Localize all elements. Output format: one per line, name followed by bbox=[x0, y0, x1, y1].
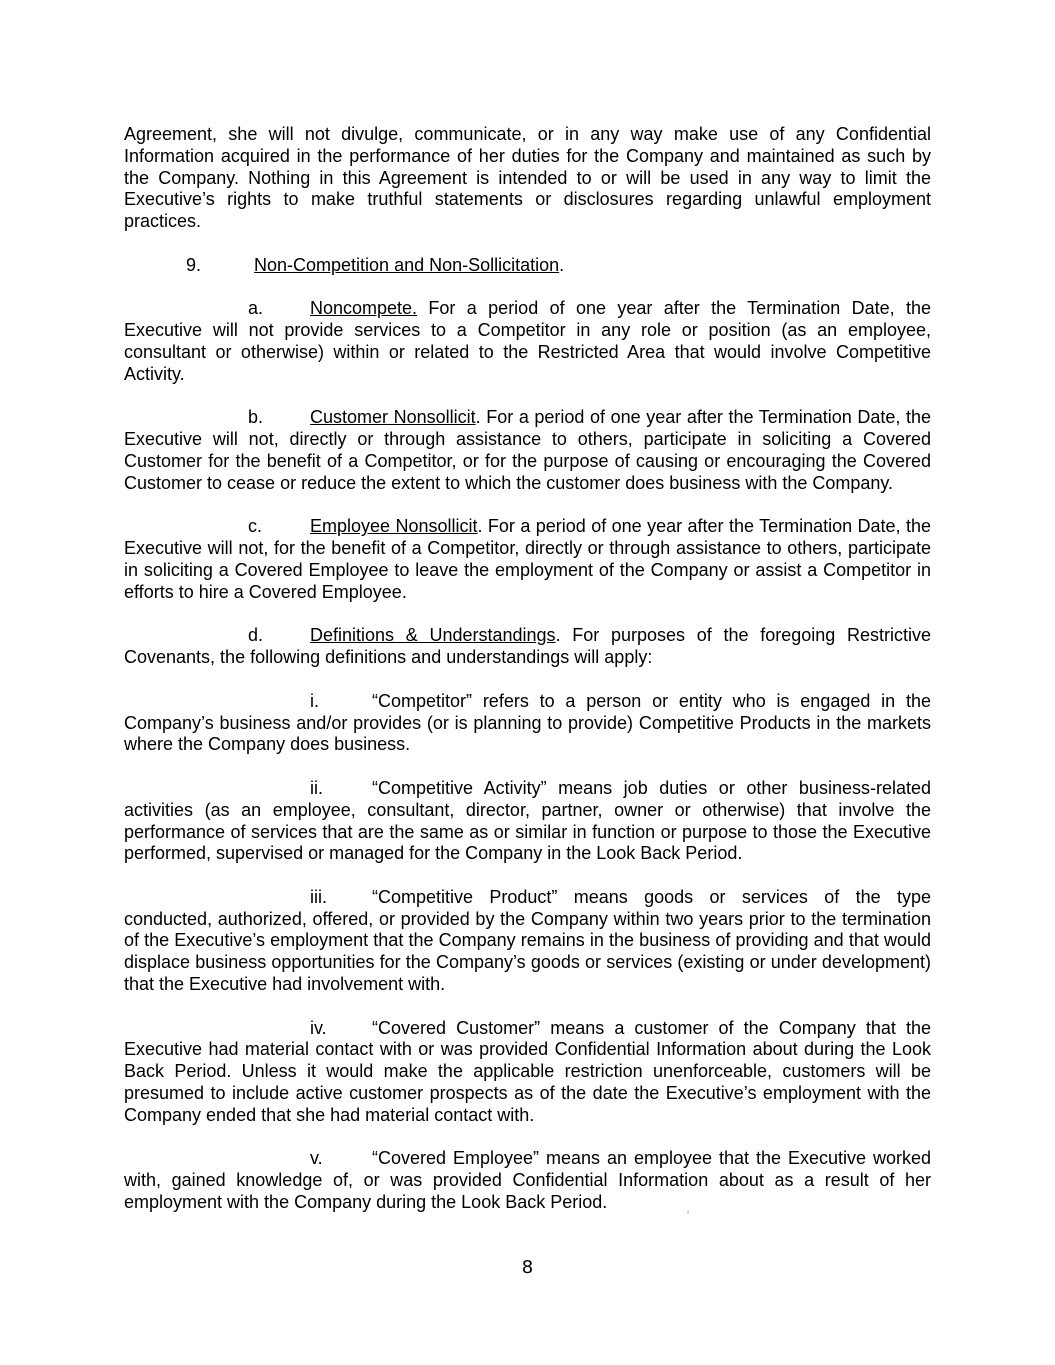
subsection-marker: d. bbox=[248, 625, 264, 646]
subsection-text: . For purposes of the foregoing Restrictive Covenants, the following definitions and understandings will apply: bbox=[124, 625, 931, 668]
document-body bbox=[124, 124, 931, 1236]
definition-ii bbox=[124, 778, 931, 865]
subsection-a bbox=[124, 298, 931, 385]
definition-text: “Competitive Activity” means job duties or other business-related activities (as an employee, consultant, director, partner, owner or otherwise) that involve the performance of services that are the same as or similar in function or purpose to those the Executive performed, supervised or managed for the Company in the Look Back Period. bbox=[124, 777, 931, 864]
section-title-suffix: . bbox=[559, 254, 565, 275]
subsection-title: Noncompete. bbox=[310, 298, 418, 319]
definition-marker: iii. bbox=[310, 886, 327, 907]
section-number: 9. bbox=[186, 254, 202, 275]
definition-marker: iv. bbox=[310, 1017, 327, 1038]
definition-v bbox=[124, 1148, 931, 1213]
subsection-text: . For a period of one year after the Termination Date, the Executive will not, directly or through assistance to others, participate in soliciting a Covered Customer for the benefit of a Competitor, or for the purpose of causing or encouraging the Covered Customer to cease or reduce the extent to which the customer does business with the Company. bbox=[124, 407, 931, 493]
subsection-title: Definitions & Understandings bbox=[310, 625, 556, 646]
definition-text: “Covered Employee” means an employee that the Executive worked with, gained knowledge of, or was provided Confidential Information about as a result of her employment with the Company during the Look Back Period. bbox=[124, 1148, 931, 1213]
subsection-d bbox=[124, 625, 931, 669]
intro-paragraph: Agreement, she will not divulge, communicate, or in any way make use of any Confidential Information acquired in the performance of her duties for the Company and maintained as such by the Company. Nothing in this Agreement is intended to or will be used in any way to limit the Executive’s rights to make truthful statements or disclosures regarding unlawful employment practices. bbox=[124, 124, 931, 232]
definition-text: “Competitor” refers to a person or entity who is engaged in the Company’s business and/or provides (or is planning to provide) Competitive Products in the markets where the Company does business. bbox=[124, 690, 931, 755]
subsection-marker: c. bbox=[248, 516, 263, 537]
subsection-c bbox=[124, 516, 931, 603]
page-number: 8 bbox=[521, 1257, 534, 1278]
definition-marker: i. bbox=[310, 690, 319, 711]
definition-iv bbox=[124, 1018, 931, 1127]
definition-marker: v. bbox=[310, 1148, 323, 1169]
definition-text: “Competitive Product” means goods or services of the type conducted, authorized, offered, or provided by the Company within two years prior to the termination of the Executive’s employment that the Company remains in the business of providing and that would displace business opportunities for the Company’s goods or services (existing or under development) that the Executive had involvement with. bbox=[124, 886, 931, 995]
subsection-text: . For a period of one year after the Termination Date, the Executive will not, for the benefit of a Competitor, directly or through assistance to others, participate in soliciting a Covered Employee to leave the employment of the Company or assist a Competitor in efforts to hire a Covered Employee. bbox=[124, 516, 932, 602]
definition-text: “Covered Customer” means a customer of the Company that the Executive had material contact with or was provided Confidential Information about during the Look Back Period. Unless it would make the applicable restriction unenforceable, customers will be presumed to include active customer prospects as of the date the Executive’s employment with the Company ended that she had material contact with. bbox=[124, 1017, 931, 1125]
subsection-b bbox=[124, 407, 931, 494]
subsection-title: Customer Nonsollicit bbox=[310, 407, 476, 428]
definition-i bbox=[124, 691, 931, 756]
section-title: Non-Competition and Non-Sollicitation bbox=[254, 254, 560, 275]
definition-marker: ii. bbox=[310, 777, 323, 798]
subsection-marker: a. bbox=[248, 298, 264, 319]
definition-iii bbox=[124, 887, 931, 996]
subsection-marker: b. bbox=[248, 407, 264, 428]
subsection-text: For a period of one year after the Termination Date, the Executive will not provide services to a Competitor in any role or position (as an employee, consultant or otherwise) within or related to the Restricted Area that would involve Competitive Activity. bbox=[124, 298, 931, 384]
section-heading bbox=[124, 255, 931, 277]
red-tick-mark: ‘ bbox=[687, 1210, 690, 1221]
subsection-title: Employee Nonsollicit bbox=[310, 516, 478, 537]
